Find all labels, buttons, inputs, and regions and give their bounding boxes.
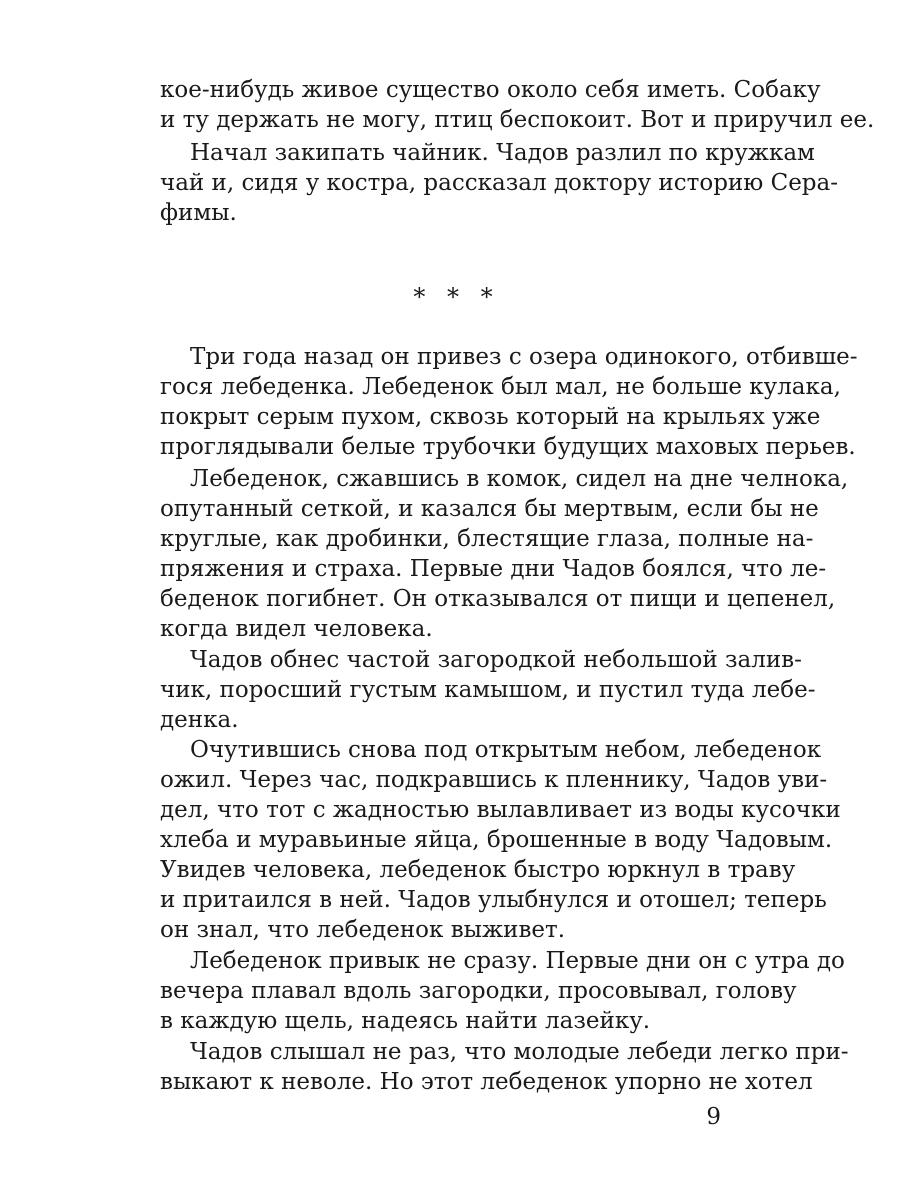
text-line: кое-нибудь живое существо около себя иметь. Собаку (160, 77, 821, 103)
text-line: и притаился в ней. Чадов улыбнулся и отошел; теперь (160, 887, 827, 913)
text-line: опутанный сеткой, и казался бы мертвым, если бы не (160, 496, 819, 522)
text-line: выкают к неволе. Но этот лебеденок упорно не хотел (160, 1069, 813, 1095)
text-line: чик, поросший густым камышом, и пустил туда лебе- (160, 677, 816, 703)
text-line: ожил. Через час, подкравшись к пленнику, Чадов уви- (160, 767, 828, 793)
text-line: чай и, сидя у костра, рассказал доктору историю Сера- (160, 170, 839, 196)
text-line: Очутившись снова под открытым небом, лебеденок (190, 737, 822, 763)
text-line: в каждую щель, надеясь найти лазейку. (160, 1008, 651, 1034)
text-line: Чадов слышал не раз, что молодые лебеди легко при- (190, 1039, 849, 1065)
text-line: Чадов обнес частой загородкой небольшой залив- (190, 647, 802, 673)
page-number: 9 (706, 1104, 721, 1130)
text-line: Лебеденок привык не сразу. Первые дни он с утра до (190, 948, 845, 974)
text-line: Увидев человека, лебеденок быстро юркнул в траву (160, 857, 796, 883)
text-line: пряжения и страха. Первые дни Чадов боялся, что ле- (160, 556, 827, 582)
text-line: фимы. (160, 200, 237, 226)
text-line: и ту держать не могу, птиц беспокоит. Вот и приручил ее. (160, 107, 875, 133)
text-line: хлеба и муравьиные яйца, брошенные в воду Чадовым. (160, 827, 833, 853)
text-line: он знал, что лебеденок выживет. (160, 917, 566, 943)
text-line: проглядывали белые трубочки будущих маховых перьев. (160, 434, 856, 460)
text-line: дел, что тот с жадностью вылавливает из воды кусочки (160, 797, 841, 823)
text-line: круглые, как дробинки, блестящие глаза, полные на- (160, 526, 814, 552)
text-line: покрыт серым пухом, сквозь который на крыльях уже (160, 404, 821, 430)
text-line: денка. (160, 707, 239, 733)
text-line: Начал закипать чайник. Чадов разлил по кружкам (190, 140, 815, 166)
text-line: Лебеденок, сжавшись в комок, сидел на дне челнока, (190, 466, 849, 492)
section-separator: * * * (413, 283, 493, 311)
text-line: беденок погибнет. Он отказывался от пищи и цепенел, (160, 586, 836, 612)
text-line: Три года назад он привез с озера одинокого, отбивше- (190, 344, 858, 370)
text-line: когда видел человека. (160, 616, 433, 642)
text-line: вечера плавал вдоль загородки, просовывал, голову (160, 978, 797, 1004)
text-line: гося лебеденка. Лебеденок был мал, не больше кулака, (160, 374, 841, 400)
